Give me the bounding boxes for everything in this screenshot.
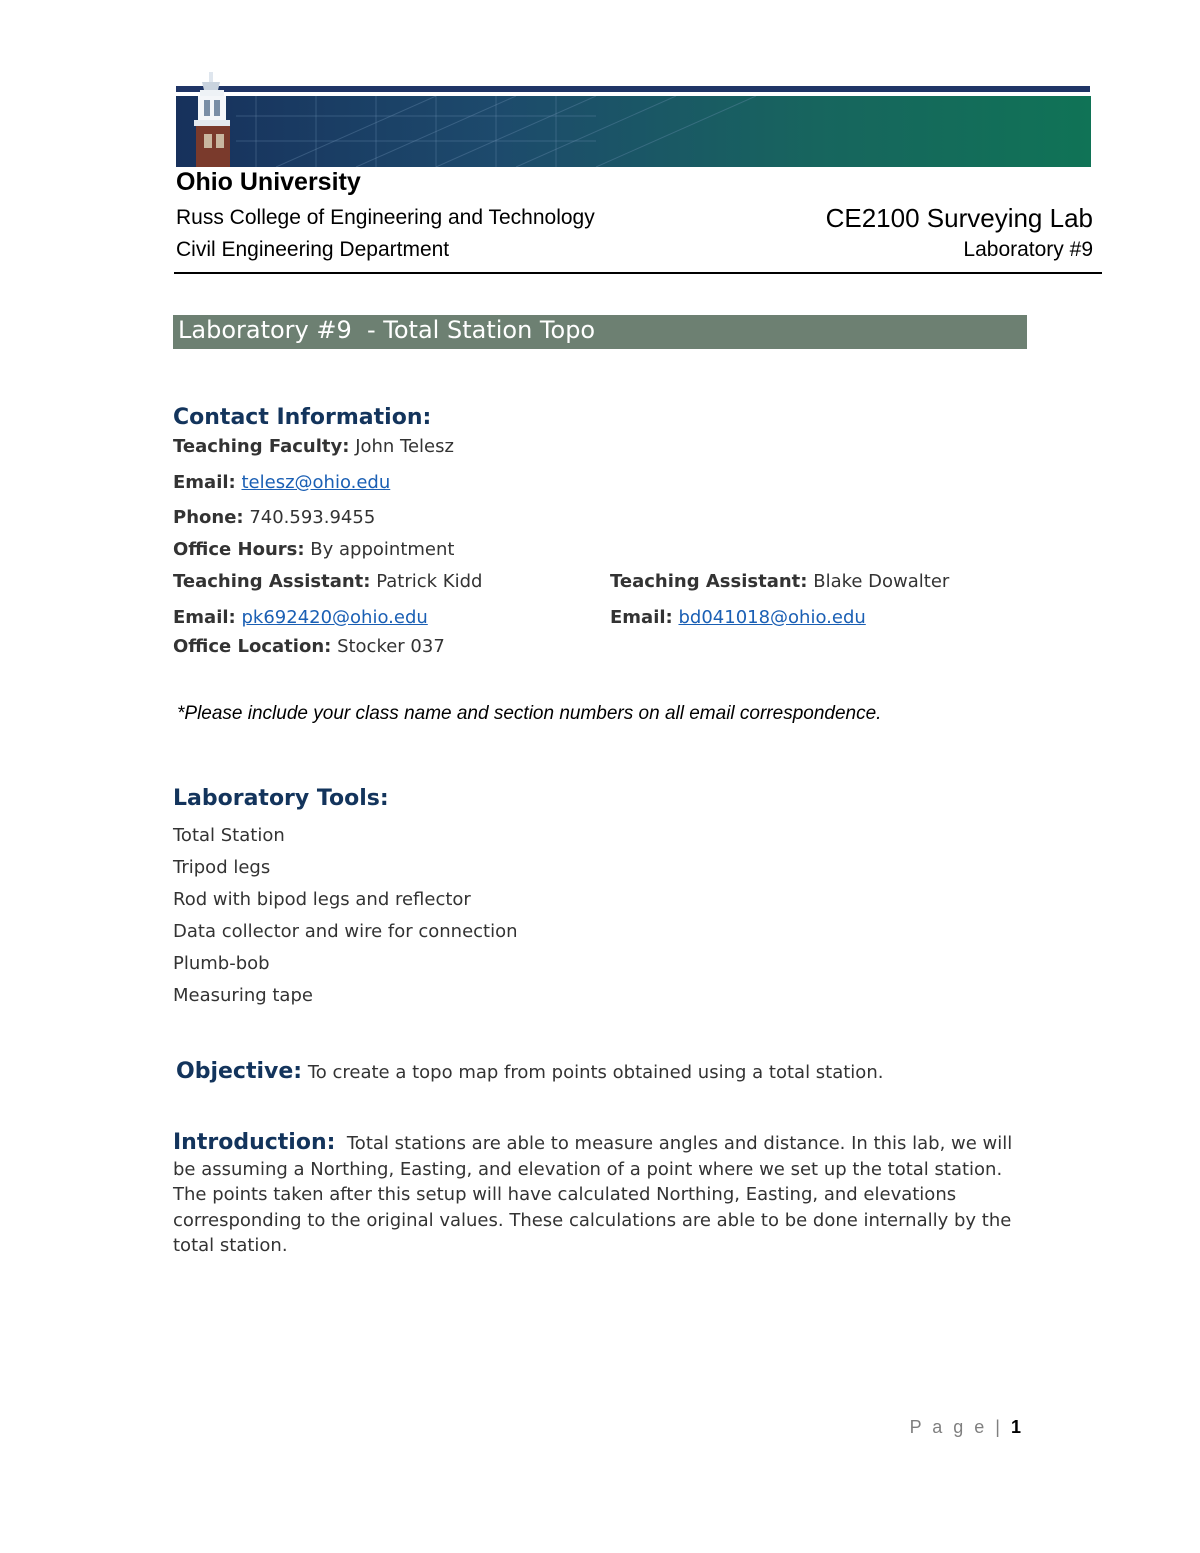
office-hours-value: By appointment [310,539,455,560]
office-hours-row [173,539,454,560]
email-label: Email: [173,607,236,628]
phone-row [173,507,375,528]
office-location-label: Office Location: [173,636,332,657]
page-title: Laboratory #9 - Total Station Topo [178,316,596,344]
ta2-row [610,571,949,592]
page-number: 1 [1010,1417,1021,1437]
office-location-value: Stocker 037 [337,636,445,657]
faculty-label: Teaching Faculty: [173,436,350,457]
objective-text: To create a topo map from points obtained using a total station. [307,1062,884,1083]
faculty-email-link[interactable]: telesz@ohio.edu [241,472,391,493]
course-title: CE2100 Surveying Lab [825,203,1093,233]
introduction-heading: Introduction: [173,1130,336,1155]
tool-item: Data collector and wire for connection [173,921,518,942]
header-divider [174,272,1102,274]
office-hours-label: Office Hours: [173,539,305,560]
ta2-email-row [610,607,866,628]
page-label: P a g e | [909,1417,1003,1437]
ta1-email-link[interactable]: pk692420@ohio.edu [241,607,428,628]
page-footer [910,1417,1021,1438]
ta2-name: Blake Dowalter [813,571,950,592]
department-name: Civil Engineering Department [176,238,450,261]
lab-number: Laboratory #9 [963,238,1093,261]
phone-number: 740.593.9455 [249,507,376,528]
email-note: *Please include your class name and section numbers on all email correspondence. [177,703,882,724]
phone-label: Phone: [173,507,244,528]
objective-heading: Objective: [176,1059,303,1084]
faculty-row [173,436,454,457]
college-name: Russ College of Engineering and Technology [176,206,595,229]
ta1-label: Teaching Assistant: [173,571,371,592]
banner-top-rule [176,86,1090,92]
ta2-email-link[interactable]: bd041018@ohio.edu [678,607,866,628]
tool-item: Total Station [173,825,285,846]
objective-section [176,1059,883,1084]
email-label: Email: [610,607,673,628]
ta1-name: Patrick Kidd [376,571,483,592]
tool-item: Plumb-bob [173,953,270,974]
tool-item: Rod with bipod legs and reflector [173,889,471,910]
ta2-label: Teaching Assistant: [610,571,808,592]
faculty-name: John Telesz [355,436,454,457]
introduction-text: Total stations are able to measure angles and distance. In this lab, we will be assuming a Northing, Easting, and elevation of a point where we set up the total station. The points taken after this setup will have calculated Northing, Easting, and elevations corresponding to the original values. These calculations are able to be done internally by the total station. [173,1133,1013,1256]
banner-grid-pattern [176,96,1091,167]
ta1-row [173,571,482,592]
office-location-row [173,636,445,657]
faculty-email-row [173,472,390,493]
tower-logo [188,70,248,167]
ta1-email-row [173,607,428,628]
tool-item: Measuring tape [173,985,313,1006]
university-name: Ohio University [176,168,361,196]
tools-heading: Laboratory Tools: [173,786,389,811]
header-banner [176,96,1091,167]
tool-item: Tripod legs [173,857,271,878]
email-label: Email: [173,472,236,493]
introduction-section [173,1130,1013,1259]
contact-heading: Contact Information: [173,405,432,430]
